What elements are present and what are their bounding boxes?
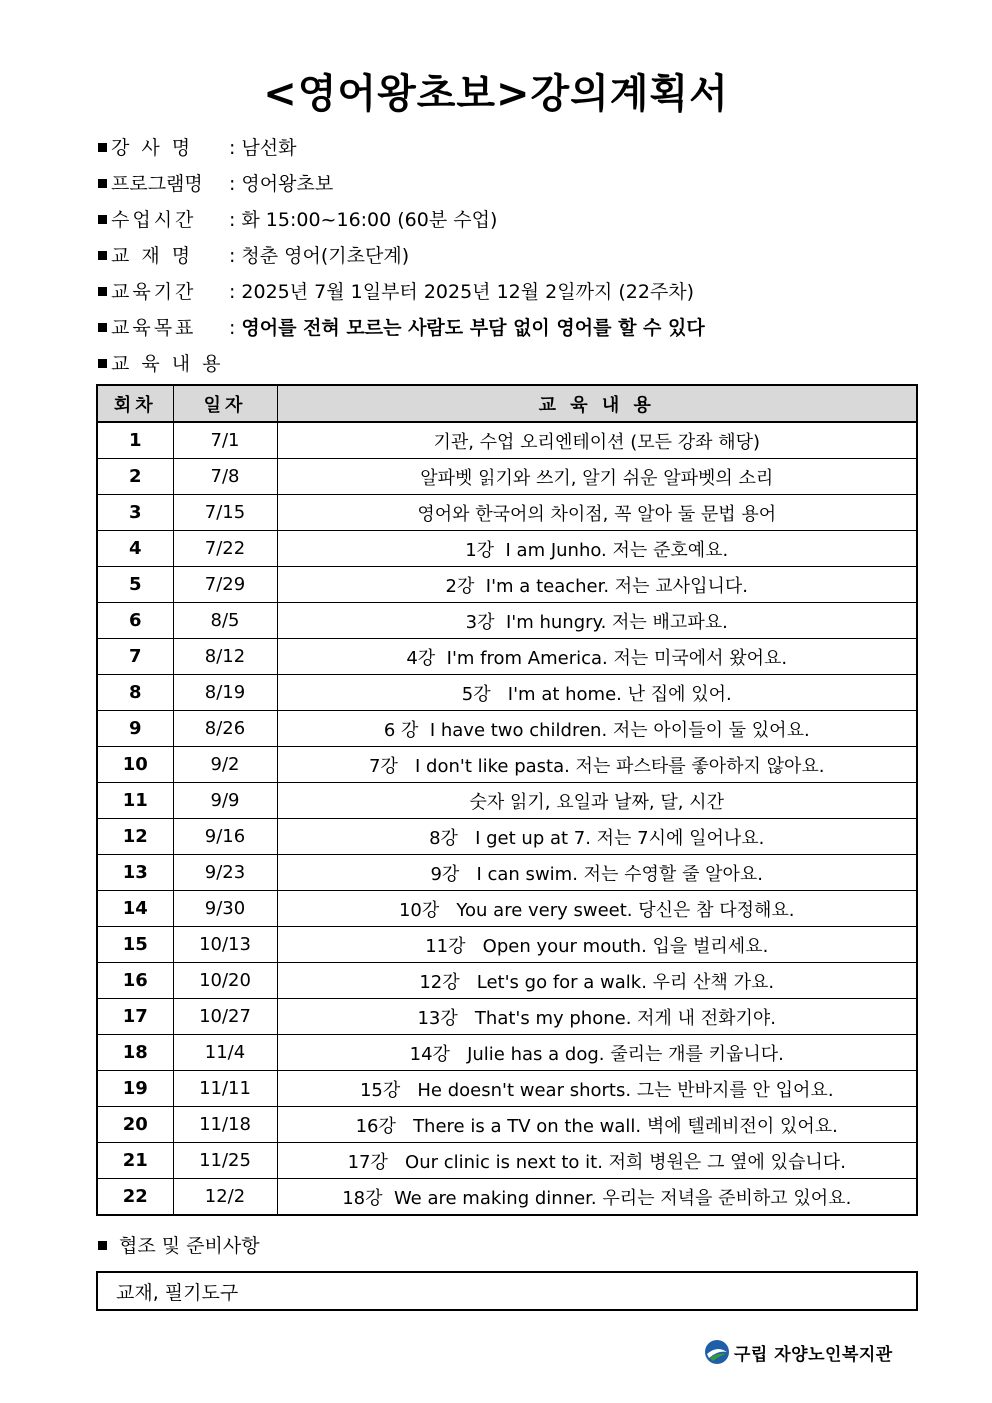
bullet-square-icon [98,359,107,368]
info-instructor: 강 사 명 : 남선화 [98,130,918,166]
table-header-row [97,385,917,422]
table-row [97,1143,917,1179]
header-content: 교 육 내 용 [277,385,917,422]
session-number: 17 [97,999,173,1035]
session-date: 10/13 [173,927,277,963]
prep-heading [98,1228,260,1264]
session-number: 4 [97,531,173,567]
bullet-square-icon [98,287,107,296]
session-number: 5 [97,567,173,603]
table-row [97,1179,917,1216]
info-label: 교육목표 [111,317,197,339]
session-number: 13 [97,855,173,891]
info-label: 교육기간 [111,281,197,303]
bullet-square-icon [98,143,107,152]
session-date: 9/30 [173,891,277,927]
table-row [97,603,917,639]
session-content: 1강 I am Junho. 저는 준호예요. [277,531,917,567]
schedule-body [97,422,917,1215]
header-session: 회차 [97,385,173,422]
bullet-square-icon [98,1241,107,1250]
session-content: 15강 He doesn't wear shorts. 그는 반바지를 안 입어요. [277,1071,917,1107]
table-row [97,1107,917,1143]
session-number: 10 [97,747,173,783]
organization-name: 구립 자양노인복지관 [734,1344,893,1365]
table-row [97,963,917,999]
info-label: 프로그램명 [111,173,203,195]
info-program: 프로그램명 : 영어왕초보 [98,166,918,202]
session-content: 7강 I don't like pasta. 저는 파스타를 좋아하지 않아요. [277,747,917,783]
bullet-square-icon [98,215,107,224]
table-row [97,1071,917,1107]
session-content: 2강 I'm a teacher. 저는 교사입니다. [277,567,917,603]
session-date: 7/1 [173,422,277,459]
info-label: 수업시간 [111,209,197,231]
session-content: 10강 You are very sweet. 당신은 참 다정해요. [277,891,917,927]
session-date: 7/29 [173,567,277,603]
session-number: 18 [97,1035,173,1071]
bullet-square-icon [98,323,107,332]
table-row [97,855,917,891]
info-content-heading [98,346,918,382]
table-row [97,819,917,855]
session-date: 9/16 [173,819,277,855]
session-content: 13강 That's my phone. 저게 내 전화기야. [277,999,917,1035]
session-number: 9 [97,711,173,747]
table-row [97,999,917,1035]
session-content: 4강 I'm from America. 저는 미국에서 왔어요. [277,639,917,675]
table-row [97,531,917,567]
session-number: 12 [97,819,173,855]
prep-content-box [96,1271,918,1311]
session-content: 알파벳 읽기와 쓰기, 알기 쉬운 알파벳의 소리 [277,459,917,495]
info-label: 교 재 명 [111,245,194,267]
table-row [97,783,917,819]
session-date: 10/27 [173,999,277,1035]
bullet-square-icon [98,179,107,188]
session-date: 8/12 [173,639,277,675]
info-value: 2025년 7월 1일부터 2025년 12월 2일까지 (22주차) [241,281,695,303]
info-value: 영어왕초보 [241,173,334,195]
table-row [97,747,917,783]
header-date: 일자 [173,385,277,422]
info-value: 남선화 [241,137,297,159]
session-content: 11강 Open your mouth. 입을 벌리세요. [277,927,917,963]
info-value: 영어를 전혀 모르는 사람도 부담 없이 영어를 할 수 있다 [241,317,705,339]
session-number: 3 [97,495,173,531]
session-date: 11/18 [173,1107,277,1143]
session-date: 9/23 [173,855,277,891]
info-section [98,130,918,382]
session-number: 2 [97,459,173,495]
info-label: 교 육 내 용 [111,353,224,375]
footer-org [704,1337,893,1367]
session-content: 기관, 수업 오리엔테이션 (모든 강좌 해당) [277,422,917,459]
session-date: 11/11 [173,1071,277,1107]
session-date: 8/5 [173,603,277,639]
table-row [97,711,917,747]
session-date: 11/4 [173,1035,277,1071]
session-date: 10/20 [173,963,277,999]
session-number: 14 [97,891,173,927]
table-row [97,675,917,711]
session-content: 16강 There is a TV on the wall. 벽에 텔레비전이 있어요. [277,1107,917,1143]
info-value: 화 15:00~16:00 (60분 수업) [241,209,498,231]
info-goal: 교육목표 : 영어를 전혀 모르는 사람도 부담 없이 영어를 할 수 있다 [98,310,918,346]
session-number: 20 [97,1107,173,1143]
table-row [97,567,917,603]
table-row [97,459,917,495]
session-number: 6 [97,603,173,639]
session-content: 12강 Let's go for a walk. 우리 산책 가요. [277,963,917,999]
table-row [97,495,917,531]
session-date: 8/26 [173,711,277,747]
table-row [97,891,917,927]
session-number: 16 [97,963,173,999]
session-date: 8/19 [173,675,277,711]
bullet-square-icon [98,251,107,260]
info-textbook: 교 재 명 : 청춘 영어(기초단계) [98,238,918,274]
info-value: 청춘 영어(기초단계) [241,245,410,267]
prep-heading-text: 협조 및 준비사항 [119,1235,260,1257]
session-number: 15 [97,927,173,963]
session-date: 9/2 [173,747,277,783]
session-content: 숫자 읽기, 요일과 날짜, 달, 시간 [277,783,917,819]
session-number: 1 [97,422,173,459]
session-number: 19 [97,1071,173,1107]
session-content: 18강 We are making dinner. 우리는 저녁을 준비하고 있어요. [277,1179,917,1216]
table-row [97,422,917,459]
session-content: 3강 I'm hungry. 저는 배고파요. [277,603,917,639]
session-date: 12/2 [173,1179,277,1216]
info-period: 교육기간 : 2025년 7월 1일부터 2025년 12월 2일까지 (22주차) [98,274,918,310]
session-date: 7/8 [173,459,277,495]
table-row [97,1035,917,1071]
session-number: 8 [97,675,173,711]
session-date: 9/9 [173,783,277,819]
session-content: 5강 I'm at home. 난 집에 있어. [277,675,917,711]
session-number: 21 [97,1143,173,1179]
session-date: 7/15 [173,495,277,531]
session-content: 6 강 I have two children. 저는 아이들이 둘 있어요. [277,711,917,747]
table-row [97,927,917,963]
session-number: 11 [97,783,173,819]
session-date: 11/25 [173,1143,277,1179]
organization-logo-icon [704,1339,730,1365]
table-row [97,639,917,675]
info-label: 강 사 명 [111,137,194,159]
session-content: 9강 I can swim. 저는 수영할 줄 알아요. [277,855,917,891]
session-content: 8강 I get up at 7. 저는 7시에 일어나요. [277,819,917,855]
session-date: 7/22 [173,531,277,567]
page-title: <영어왕초보>강의계획서 [263,71,729,117]
prep-content: 교재, 필기도구 [116,1282,239,1304]
session-content: 영어와 한국어의 차이점, 꼭 알아 둘 문법 용어 [277,495,917,531]
schedule-table [96,384,918,1216]
session-content: 17강 Our clinic is next to it. 저희 병원은 그 옆에 있습니다. [277,1143,917,1179]
session-number: 7 [97,639,173,675]
session-content: 14강 Julie has a dog. 줄리는 개를 키웁니다. [277,1035,917,1071]
info-class-time: 수업시간 : 화 15:00~16:00 (60분 수업) [98,202,918,238]
session-number: 22 [97,1179,173,1216]
